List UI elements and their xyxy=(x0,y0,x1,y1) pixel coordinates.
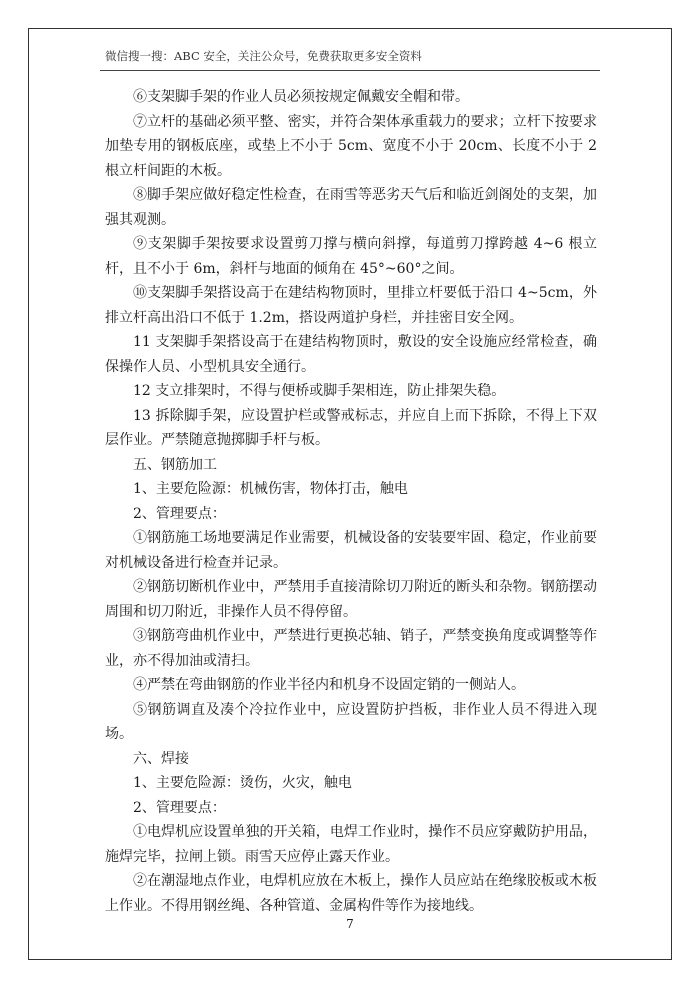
paragraph: ⑨支架脚手架按要求设置剪刀撑与横向斜撑，每道剪刀撑跨越 4~6 根立杆，且不小于 6m，斜杆与地面的倾角在 45°~60°之间。 xyxy=(105,236,597,277)
paragraph: ⑩支架脚手架搭设高于在建结构物顶时，里排立杆要低于沿口 4~5cm，外排立杆高出沿口不低于 1.2m，搭设两道护身栏，并挂密目安全网。 xyxy=(105,285,597,326)
paragraph: ⑧脚手架应做好稳定性检查，在雨雪等恶劣天气后和临近剑阁处的支架，加强其观测。 xyxy=(105,187,597,228)
page-number: 7 xyxy=(346,917,354,931)
paragraph: ⑥支架脚手架的作业人员必须按规定佩戴安全帽和带。 xyxy=(133,89,469,105)
paragraph: 11 支架脚手架搭设高于在建结构物顶时，敷设的安全设施应经常检查，确保操作人员、小型机具安全通行。 xyxy=(105,334,597,375)
paragraph: 12 支立排架时，不得与便桥或脚手架相连，防止排架失稳。 xyxy=(133,383,506,399)
paragraph: ③钢筋弯曲机作业中，严禁进行更换芯轴、销子，严禁变换角度或调整等作业，亦不得加油或清扫。 xyxy=(105,628,597,669)
paragraph: 2、管理要点： xyxy=(133,505,226,522)
page-header: 微信搜一搜：ABC 安全，关注公众号，免费获取更多安全资料 xyxy=(105,49,422,63)
paragraph: ⑦立杆的基础必须平整、密实，并符合架体承重载力的要求；立杆下按要求加垫专用的钢板底座，或垫上不小于 5cm、宽度不小于 20cm、长度不小于 2 根立杆间距的木板。 xyxy=(105,113,597,179)
paragraph: 1、主要危险源：机械伤害，物体打击，触电 xyxy=(133,481,408,497)
paragraph: ⑤钢筋调直及凑个冷拉作业中，应设置防护挡板，非作业人员不得进入现场。 xyxy=(105,701,597,742)
paragraph: 2、管理要点： xyxy=(133,799,226,816)
paragraph: ①钢筋施工场地要满足作业需要，机械设备的安装要牢固、稳定，作业前要对机械设备进行检查并记录。 xyxy=(105,530,597,571)
document-body xyxy=(105,85,597,918)
section-heading: 六、焊接 xyxy=(133,750,189,767)
paragraph: ④严禁在弯曲钢筋的作业半径内和机身不设固定销的一侧站人。 xyxy=(133,677,525,693)
paragraph: 13 拆除脚手架，应设置护栏或警戒标志，并应自上而下拆除，不得上下双层作业。严禁随意抛掷脚手杆与板。 xyxy=(105,407,597,448)
section-heading: 五、钢筋加工 xyxy=(133,456,217,473)
header-rule xyxy=(100,70,600,71)
paragraph: ②钢筋切断机作业中，严禁用手直接清除切刀附近的断头和杂物。钢筋摆动周围和切刀附近，非操作人员不得停留。 xyxy=(105,579,597,620)
paragraph: 1、主要危险源：烫伤，火灾，触电 xyxy=(133,775,352,791)
paragraph: ②在潮湿地点作业，电焊机应放在木板上，操作人员应站在绝缘胶板或木板上作业。不得用钢丝绳、各种管道、金属构件等作为接地线。 xyxy=(105,873,597,914)
paragraph: ①电焊机应设置单独的开关箱，电焊工作业时，操作不员应穿戴防护用品，施焊完毕，拉闸上锁。雨雪天应停止露天作业。 xyxy=(105,824,597,865)
